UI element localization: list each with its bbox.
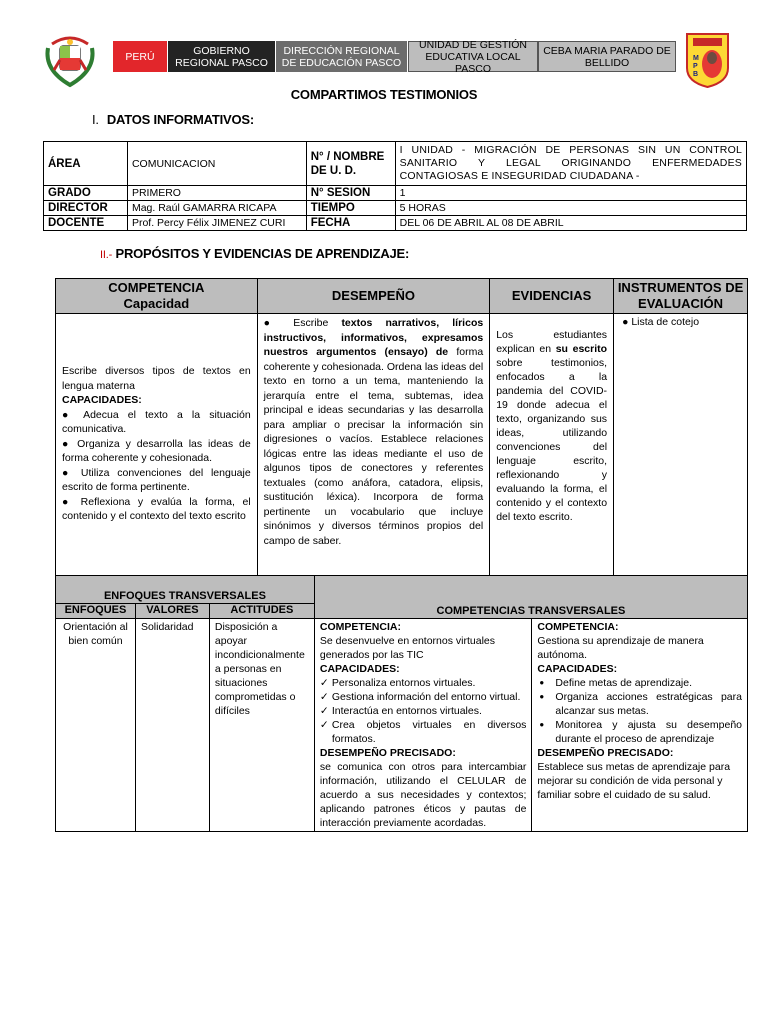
competencia-cell: [56, 314, 258, 576]
capacidades-label: CAPACIDADES:: [62, 394, 142, 406]
sesion-label: N° SESION: [306, 186, 395, 201]
evidencias-header: EVIDENCIAS: [490, 279, 614, 314]
capacidad-header-subtitle: Capacidad: [123, 296, 190, 311]
section-1-number: I.: [92, 112, 99, 127]
enfoques-col-header: ENFOQUES: [56, 604, 136, 619]
ct2-desempeno-text: Establece sus metas de aprendizaje para mejorar su condición de vida personal y familiar sobre el cuidado de su salud.: [537, 761, 731, 801]
grado-label: GRADO: [44, 186, 128, 201]
sesion-value: 1: [395, 186, 746, 201]
actitud-cell: Disposición a apoyar incondicionalmente a personas en situaciones comprometidas o difíciles: [209, 619, 314, 832]
competencia-header-title: COMPETENCIA: [108, 280, 205, 295]
enfoque-cell: Orientación al bien común: [56, 619, 136, 832]
ct1-capacidad-item: ✓ Gestiona información del entorno virtual.: [320, 690, 527, 704]
capacidad-item: ● Adecua el texto a la situación comunicativa.: [62, 408, 251, 435]
ct1-capacidades-list: [320, 676, 527, 746]
datos-informativos-table: [43, 141, 747, 231]
ct2-competencia-text: Gestiona su aprendizaje de manera autónoma.: [537, 635, 704, 661]
competencia-header: [56, 279, 258, 314]
header-cell-direccion: DIRECCIÓN REGIONAL DE EDUCACIÓN PASCO: [276, 41, 408, 72]
section-2-heading: [100, 246, 409, 261]
instrumento-item: ● Lista de cotejo: [622, 316, 700, 328]
evidencias-cell: [490, 314, 614, 576]
fecha-value: DEL 06 DE ABRIL AL 08 DE ABRIL: [395, 216, 746, 231]
director-label: DIRECTOR: [44, 201, 128, 216]
evidencias-rest: sobre testimonios, enfocados a la pandemia del COVID-19 donde adecua el texto, organizando sus ideas, utilizando convenciones del lenguaje escrito, reflexionando y evaluando la forma, el contenido y el contexto del texto escrito.: [496, 357, 608, 523]
enfoques-transversales-header: ENFOQUES TRANSVERSALES: [56, 576, 315, 604]
header-cell-peru: PERÚ: [113, 41, 168, 72]
desempeno-pre: ● Escribe: [263, 317, 329, 329]
peru-coat-of-arms-logo: [40, 30, 100, 88]
ct2-competencia-label: COMPETENCIA:: [537, 621, 619, 633]
area-label: ÁREA: [44, 142, 128, 186]
transversales-table: [55, 575, 748, 832]
competencias-transversales-header: COMPETENCIAS TRANSVERSALES: [314, 576, 747, 619]
evidencias-bold: su escrito: [555, 343, 608, 355]
capacidad-item: ● Organiza y desarrolla las ideas de forma coherente y cohesionada.: [62, 437, 251, 464]
capacidad-item: ● Reflexiona y evalúa la forma, el contenido y el contexto del texto escrito: [62, 495, 251, 522]
actitudes-col-header: ACTITUDES: [209, 604, 314, 619]
header-cell-ceba: CEBA MARIA PARADO DE BELLIDO: [538, 41, 676, 72]
docente-label: DOCENTE: [44, 216, 128, 231]
desempeno-header: DESEMPEÑO: [257, 279, 490, 314]
svg-text:M: M: [693, 55, 699, 62]
instrumentos-header: INSTRUMENTOS DE EVALUACIÓN: [614, 279, 748, 314]
desempeno-text: [264, 316, 484, 548]
mpb-school-logo: [685, 32, 730, 88]
document-title: COMPARTIMOS TESTIMONIOS: [290, 87, 478, 102]
ct2-capacidades-list: [537, 676, 742, 746]
ct1-desempeno-label: DESEMPEÑO PRECISADO:: [319, 747, 456, 759]
section-1-heading: [92, 112, 254, 127]
tiempo-value: 5 HORAS: [395, 201, 746, 216]
desempeno-bold: textos narrativos, líricos instructivos, informativos, expresamos nuestros argumentos (ensayo) de: [263, 317, 484, 358]
section-2-number: II.-: [100, 249, 113, 261]
competencia-text: Escribe diversos tipos de textos en lengua materna: [62, 365, 251, 392]
ct2-capacidad-item: ● Organiza acciones estratégicas para alcanzar sus metas.: [537, 690, 742, 718]
capacidad-item: ● Utiliza convenciones del lenguaje escrito de forma pertinente.: [62, 466, 251, 493]
evidencias-pre: Los estudiantes explican en: [496, 329, 608, 355]
svg-text:P: P: [693, 63, 698, 70]
unidad-label: N° / NOMBRE DE U. D.: [306, 142, 395, 186]
unidad-value: I UNIDAD - MIGRACIÓN DE PERSONAS SIN UN CONTROL SANITARIO Y LEGAL ORIGINANDO ENFERMEDADES CONTAGIOSAS E INSEGURIDAD CIUDADANA -: [395, 142, 746, 186]
ct2-capacidades-label: CAPACIDADES:: [537, 663, 618, 675]
ct1-capacidad-item: ✓ Personaliza entornos virtuales.: [320, 676, 527, 690]
ct1-capacidad-item: ✓ Interactúa en entornos virtuales.: [320, 704, 527, 718]
tiempo-label: TIEMPO: [306, 201, 395, 216]
header-cell-ugel: UNIDAD DE GESTIÓN EDUCATIVA LOCAL PASCO: [408, 41, 538, 72]
header-institution-bar: [113, 38, 676, 75]
evidencias-text: [496, 328, 607, 524]
propositos-table: [55, 278, 748, 576]
valor-cell: Solidaridad: [135, 619, 209, 832]
grado-value: PRIMERO: [127, 186, 306, 201]
header-cell-gobierno: GOBIERNO REGIONAL PASCO: [168, 41, 276, 72]
competencia-transversal-tic: [314, 619, 532, 832]
ct1-capacidades-label: CAPACIDADES:: [319, 663, 400, 675]
ct1-desempeno-text: se comunica con otros para intercambiar información, utilizando el CELULAR de acuerdo a sus necesidades y contextos; aplicando patrones éticos y pautas de interacción previamente acordadas.: [319, 761, 527, 829]
svg-text:B: B: [693, 71, 699, 78]
ct1-competencia-text: Se desenvuelve en entornos virtuales generados por las TIC: [319, 635, 495, 661]
desempeno-rest: forma coherente y cohesionada. Ordena las ideas del texto en torno a un tema, manteniendo la jerarquía entre el tema, subtemas, idea principal e ideas secundarias y las desarrolla para ampliar o precisar la información sin digresiones o vacíos. Establece relaciones lógicas entre las ideas mediante el uso de algunos tipos de conectores y referentes textuales (como anáfora, catadora, elipsis, sustitución léxica). Incorpora de forma pertinente un vocabulario que incluye sinónimos y diversos términos propios del campo de saber.: [263, 346, 484, 547]
fecha-label: FECHA: [306, 216, 395, 231]
section-2-label: PROPÓSITOS Y EVIDENCIAS DE APRENDIZAJE:: [115, 246, 410, 261]
valores-col-header: VALORES: [135, 604, 209, 619]
section-1-label: DATOS INFORMATIVOS:: [106, 112, 254, 127]
area-value: COMUNICACION: [127, 142, 306, 186]
ct2-capacidad-item: ● Monitorea y ajusta su desempeño durante el proceso de aprendizaje: [537, 718, 742, 746]
docente-value: Prof. Percy Félix JIMENEZ CURI: [127, 216, 306, 231]
ct2-desempeno-label: DESEMPEÑO PRECISADO:: [537, 747, 674, 759]
director-value: Mag. Raúl GAMARRA RICAPA: [127, 201, 306, 216]
competencia-transversal-autonoma: [532, 619, 748, 832]
desempeno-cell: [257, 314, 490, 576]
ct1-capacidad-item: ✓ Crea objetos virtuales en diversos formatos.: [320, 718, 527, 746]
ct1-competencia-label: COMPETENCIA:: [319, 621, 401, 633]
instrumentos-cell: [614, 314, 748, 576]
ct2-capacidad-item: ● Define metas de aprendizaje.: [537, 676, 742, 690]
document-header: [40, 30, 730, 90]
